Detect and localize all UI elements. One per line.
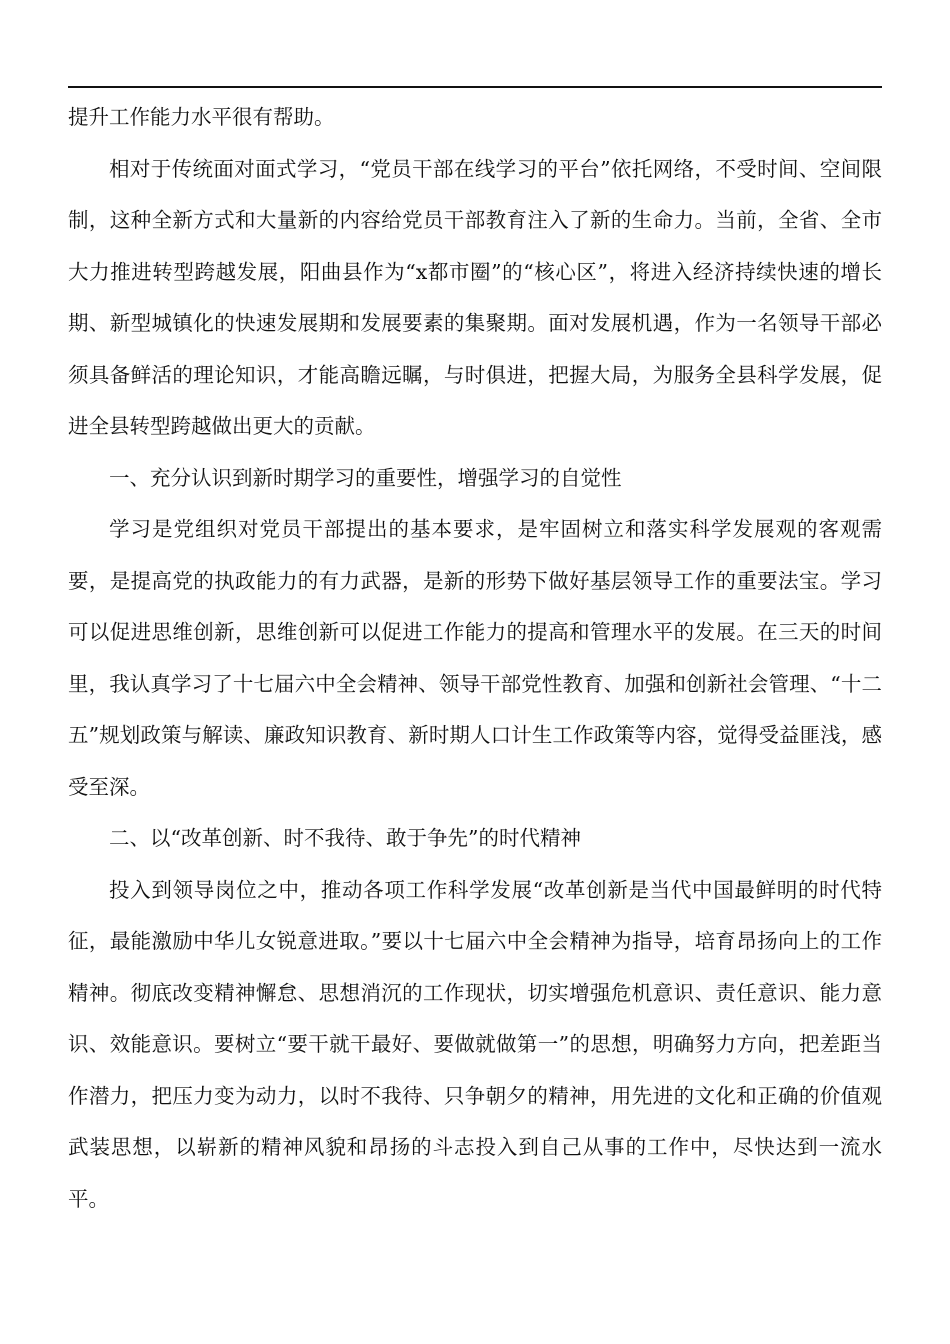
header-rule bbox=[68, 86, 882, 88]
paragraph-learning-importance: 学习是党组织对党员干部提出的基本要求，是牢固树立和落实科学发展观的客观需要，是提高党的执政能力的有力武器，是新的形势下做好基层领导工作的重要法宝。学习可以促进思维创新，思维创新可以促进工作能力的提高和管理水平的发展。在三天的时间里，我认真学习了十七届六中全会精神、领导干部党性教育、加强和创新社会管理、“十二五”规划政策与解读、廉政知识教育、新时期人口计生工作政策等内容，觉得受益匪浅，感受至深。 bbox=[68, 517, 882, 799]
document-body bbox=[68, 92, 882, 1225]
section-heading-2: 二、以“改革创新、时不我待、敢于争先”的时代精神 bbox=[109, 826, 581, 850]
paragraph-reform-spirit: 投入到领导岗位之中，推动各项工作科学发展“改革创新是当代中国最鲜明的时代特征，最能激励中华儿女锐意进取。”要以十七届六中全会精神为指导，培育昂扬向上的工作精神。彻底改变精神懈怠、思想消沉的工作现状，切实增强危机意识、责任意识、能力意识、效能意识。要树立“要干就干最好、要做就做第一”的思想，明确努力方向，把差距当作潜力，把压力变为动力，以时不我待、只争朝夕的精神，用先进的文化和正确的价值观武装思想，以崭新的精神风貌和昂扬的斗志投入到自己从事的工作中，尽快达到一流水平。 bbox=[68, 877, 882, 1211]
paragraph-online-learning: 相对于传统面对面式学习，“党员干部在线学习的平台”依托网络，不受时间、空间限制，这种全新方式和大量新的内容给党员干部教育注入了新的生命力。当前，全省、全市大力推进转型跨越发展，阳曲县作为“x都市圈”的“核心区”，将进入经济持续快速的增长期、新型城镇化的快速发展期和发展要素的集聚期。面对发展机遇，作为一名领导干部必须具备鲜活的理论知识，才能高瞻远瞩，与时俱进，把握大局，为服务全县科学发展，促进全县转型跨越做出更大的贡献。 bbox=[68, 156, 882, 438]
paragraph-continuation: 提升工作能力水平很有帮助。 bbox=[68, 105, 335, 129]
section-heading-1: 一、充分认识到新时期学习的重要性，增强学习的自觉性 bbox=[109, 465, 622, 490]
